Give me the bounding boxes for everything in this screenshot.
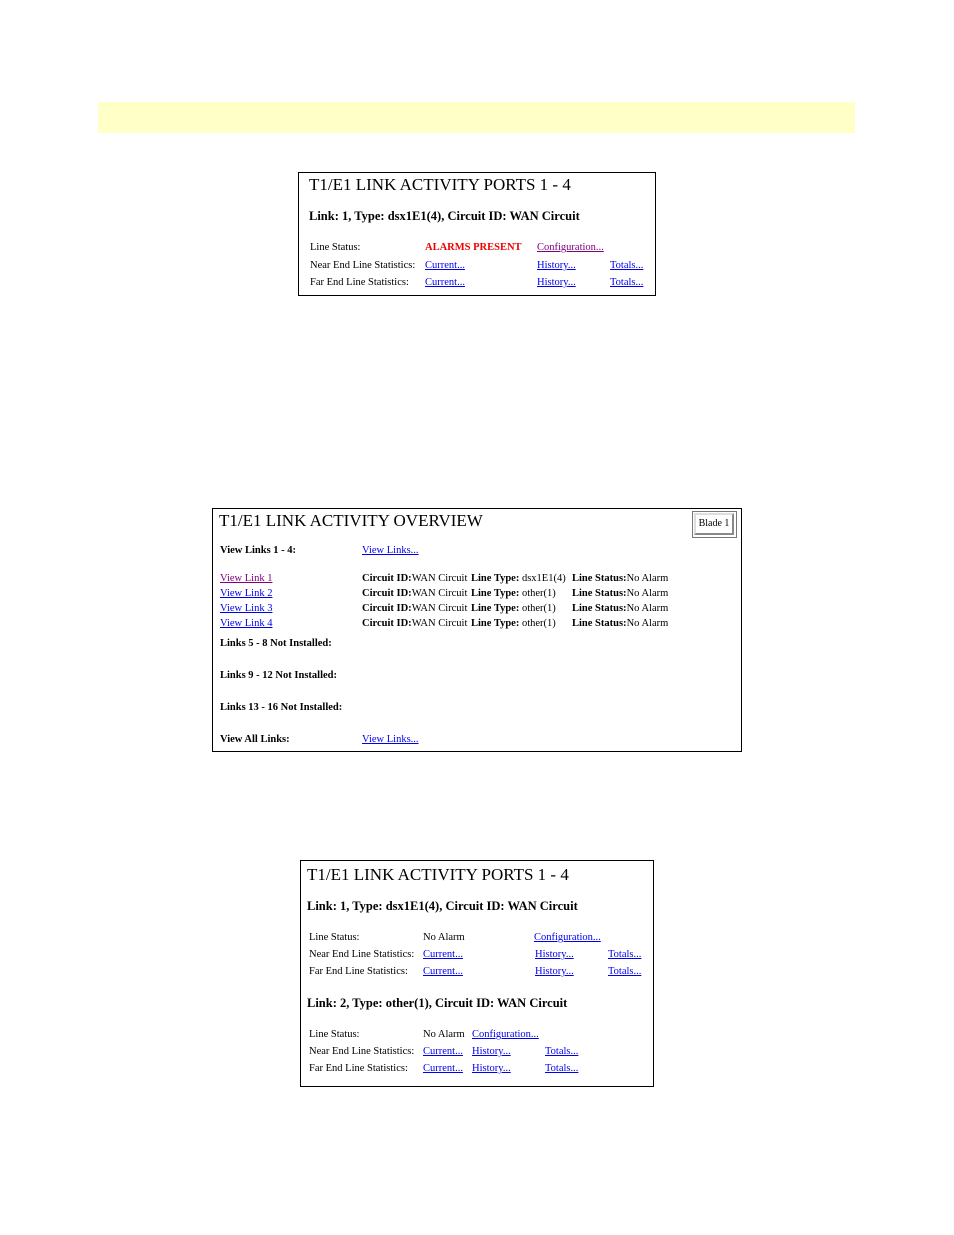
far-totals-link[interactable]: Totals... — [545, 1063, 579, 1074]
view-link-1[interactable]: View Link 1 — [220, 573, 273, 584]
ports-ok-panel — [300, 860, 654, 1087]
view-link-2[interactable]: View Link 2 — [220, 588, 273, 599]
line-status-value: No Alarm — [423, 932, 465, 943]
far-current-link[interactable]: Current... — [425, 277, 465, 288]
configuration-link[interactable]: Configuration... — [537, 242, 604, 253]
circuit-id: Circuit ID:WAN Circuit — [362, 588, 468, 599]
overview-panel — [212, 508, 742, 752]
configuration-link[interactable]: Configuration... — [534, 932, 601, 943]
yellow-banner — [98, 102, 855, 133]
far-history-link[interactable]: History... — [472, 1063, 511, 1074]
far-end-label: Far End Line Statistics: — [309, 1063, 408, 1074]
line-type: Line Type: other(1) — [471, 618, 556, 629]
near-end-label: Near End Line Statistics: — [309, 1046, 415, 1057]
near-current-link[interactable]: Current... — [423, 949, 463, 960]
panel-title: T1/E1 LINK ACTIVITY PORTS 1 - 4 — [309, 175, 571, 194]
far-history-link[interactable]: History... — [535, 966, 574, 977]
link-heading: Link: 1, Type: dsx1E1(4), Circuit ID: WAN Circuit — [309, 209, 580, 223]
view-all-links-link[interactable]: View Links... — [362, 734, 419, 745]
alarm-status: ALARMS PRESENT — [425, 242, 522, 253]
panel-title: T1/E1 LINK ACTIVITY OVERVIEW — [219, 511, 483, 530]
link1-heading: Link: 1, Type: dsx1E1(4), Circuit ID: WAN Circuit — [307, 899, 578, 913]
links-5-8-label: Links 5 - 8 Not Installed: — [220, 638, 332, 649]
far-current-link[interactable]: Current... — [423, 1063, 463, 1074]
far-current-link[interactable]: Current... — [423, 966, 463, 977]
near-totals-link[interactable]: Totals... — [545, 1046, 579, 1057]
ports-alarm-panel — [298, 172, 656, 296]
configuration-link[interactable]: Configuration... — [472, 1029, 539, 1040]
near-history-link[interactable]: History... — [472, 1046, 511, 1057]
view-links-1-4-label: View Links 1 - 4: — [220, 545, 297, 556]
circuit-id: Circuit ID:WAN Circuit — [362, 573, 468, 584]
far-totals-link[interactable]: Totals... — [610, 277, 644, 288]
near-totals-link[interactable]: Totals... — [610, 260, 644, 271]
circuit-id: Circuit ID:WAN Circuit — [362, 603, 468, 614]
near-end-label: Near End Line Statistics: — [309, 949, 415, 960]
line-status-label: Line Status: — [309, 1029, 360, 1040]
blade-button[interactable]: Blade 1 — [694, 513, 734, 535]
circuit-id: Circuit ID:WAN Circuit — [362, 618, 468, 629]
near-history-link[interactable]: History... — [535, 949, 574, 960]
line-status-label: Line Status: — [310, 242, 361, 253]
far-history-link[interactable]: History... — [537, 277, 576, 288]
near-totals-link[interactable]: Totals... — [608, 949, 642, 960]
far-totals-link[interactable]: Totals... — [608, 966, 642, 977]
far-end-label: Far End Line Statistics: — [310, 277, 409, 288]
line-status: Line Status:No Alarm — [572, 588, 669, 599]
line-type: Line Type: other(1) — [471, 588, 556, 599]
line-type: Line Type: dsx1E1(4) — [471, 573, 566, 584]
line-status: Line Status:No Alarm — [572, 603, 669, 614]
view-all-links-label: View All Links: — [220, 734, 290, 745]
link2-heading: Link: 2, Type: other(1), Circuit ID: WAN Circuit — [307, 996, 568, 1010]
links-9-12-label: Links 9 - 12 Not Installed: — [220, 670, 337, 681]
line-status: Line Status:No Alarm — [572, 573, 669, 584]
near-end-label: Near End Line Statistics: — [310, 260, 416, 271]
near-history-link[interactable]: History... — [537, 260, 576, 271]
line-status: Line Status:No Alarm — [572, 618, 669, 629]
line-type: Line Type: other(1) — [471, 603, 556, 614]
near-current-link[interactable]: Current... — [423, 1046, 463, 1057]
near-current-link[interactable]: Current... — [425, 260, 465, 271]
view-links-1-4-link[interactable]: View Links... — [362, 545, 419, 556]
view-link-4[interactable]: View Link 4 — [220, 618, 273, 629]
line-status-label: Line Status: — [309, 932, 360, 943]
links-13-16-label: Links 13 - 16 Not Installed: — [220, 702, 343, 713]
view-link-3[interactable]: View Link 3 — [220, 603, 273, 614]
panel-title: T1/E1 LINK ACTIVITY PORTS 1 - 4 — [307, 865, 569, 884]
line-status-value: No Alarm — [423, 1029, 465, 1040]
far-end-label: Far End Line Statistics: — [309, 966, 408, 977]
